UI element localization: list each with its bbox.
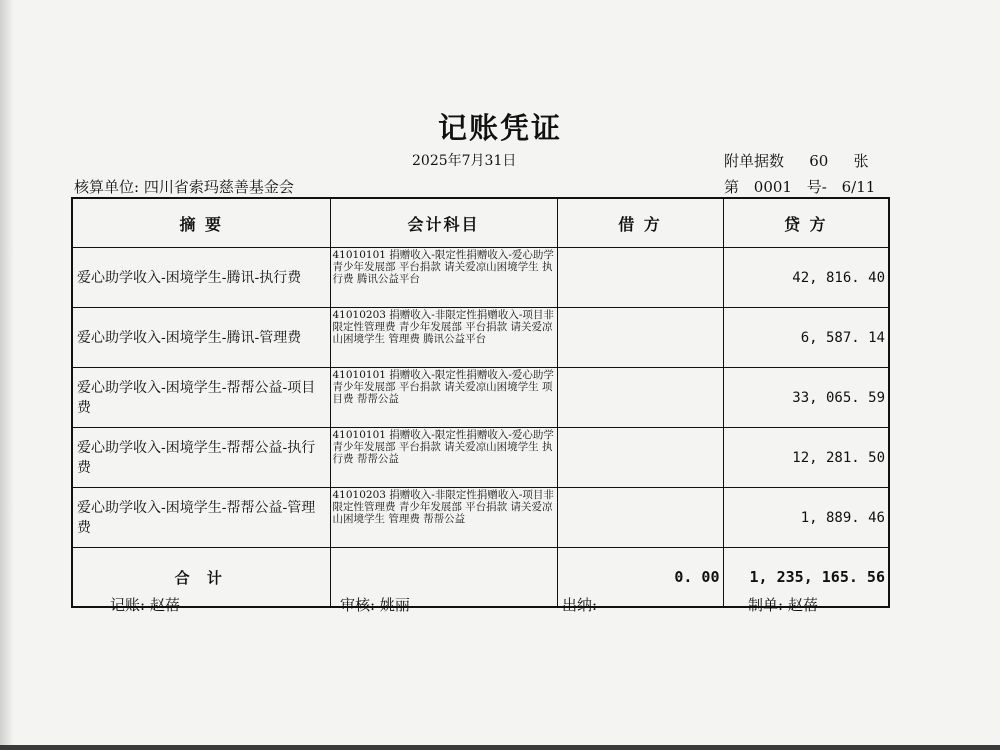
voucher-page: 6/11 [841, 178, 876, 196]
row-debit [557, 488, 723, 548]
attachments-info [724, 150, 869, 171]
total-label: 合 计 [72, 548, 330, 608]
accounting-unit [74, 176, 294, 197]
row-account: 41010101 捐赠收入-限定性捐赠收入-爱心助学 青少年发展部 平台捐款 请关爱凉山困境学生 执行费 帮帮公益 [330, 428, 557, 488]
voucher-date: 2025年7月31日 [412, 153, 517, 169]
table-header-row [72, 198, 889, 248]
attachments-label: 附单据数 [724, 152, 785, 170]
row-credit: 12, 281. 50 [723, 428, 889, 488]
bookkeeper-signature: 记账: 赵蓓 [110, 596, 180, 614]
header-debit: 借 方 [557, 198, 723, 248]
row-summary: 爱心助学收入-困境学生-帮帮公益-管理费 [72, 488, 330, 548]
row-account: 41010101 捐赠收入-限定性捐赠收入-爱心助学 青少年发展部 平台捐款 请关爱凉山困境学生 执行费 腾讯公益平台 [330, 248, 557, 308]
total-debit: 0. 00 [557, 548, 723, 608]
row-summary: 爱心助学收入-困境学生-帮帮公益-执行费 [72, 428, 330, 488]
unit-name: 四川省索玛慈善基金会 [143, 178, 294, 196]
voucher-table [71, 197, 890, 608]
table-row [72, 368, 889, 428]
row-debit [557, 368, 723, 428]
voucher-prefix: 第 [724, 178, 740, 196]
row-credit: 42, 816. 40 [723, 248, 889, 308]
row-credit: 33, 065. 59 [723, 368, 889, 428]
table-row [72, 248, 889, 308]
table-row [72, 488, 889, 548]
row-credit: 6, 587. 14 [723, 308, 889, 368]
voucher-number [724, 176, 885, 197]
attachments-unit: 张 [853, 152, 869, 170]
cashier-signature: 出纳: [562, 596, 598, 614]
document-title: 记账凭证 [437, 111, 562, 145]
table-row [72, 428, 889, 488]
unit-label: 核算单位: [74, 178, 140, 196]
row-credit: 1, 889. 46 [723, 488, 889, 548]
row-summary: 爱心助学收入-困境学生-腾讯-管理费 [72, 308, 330, 368]
row-summary: 爱心助学收入-困境学生-腾讯-执行费 [72, 248, 330, 308]
header-account: 会计科目 [330, 198, 557, 248]
row-account: 41010203 捐赠收入-非限定性捐赠收入-项目非限定性管理费 青少年发展部 平台捐款 请关爱凉山困境学生 管理费 腾讯公益平台 [330, 308, 557, 368]
header-summary: 摘 要 [72, 198, 330, 248]
voucher-suffix: 号- [806, 178, 827, 196]
row-debit [557, 428, 723, 488]
voucher-number-value: 0001 [753, 178, 792, 196]
attachments-count: 60 [809, 152, 829, 170]
row-summary: 爱心助学收入-困境学生-帮帮公益-项目费 [72, 368, 330, 428]
row-account: 41010203 捐赠收入-非限定性捐赠收入-项目非限定性管理费 青少年发展部 平台捐款 请关爱凉山困境学生 管理费 帮帮公益 [330, 488, 557, 548]
scan-bottom-edge [0, 745, 1000, 750]
reviewer-signature: 审核: 姚丽 [340, 596, 410, 614]
row-debit [557, 308, 723, 368]
total-credit: 1, 235, 165. 56 [723, 548, 889, 608]
table-row [72, 308, 889, 368]
row-debit [557, 248, 723, 308]
header-credit: 贷 方 [723, 198, 889, 248]
preparer-signature: 制单: 赵蓓 [748, 596, 818, 614]
row-account: 41010101 捐赠收入-限定性捐赠收入-爱心助学 青少年发展部 平台捐款 请关爱凉山困境学生 项目费 帮帮公益 [330, 368, 557, 428]
